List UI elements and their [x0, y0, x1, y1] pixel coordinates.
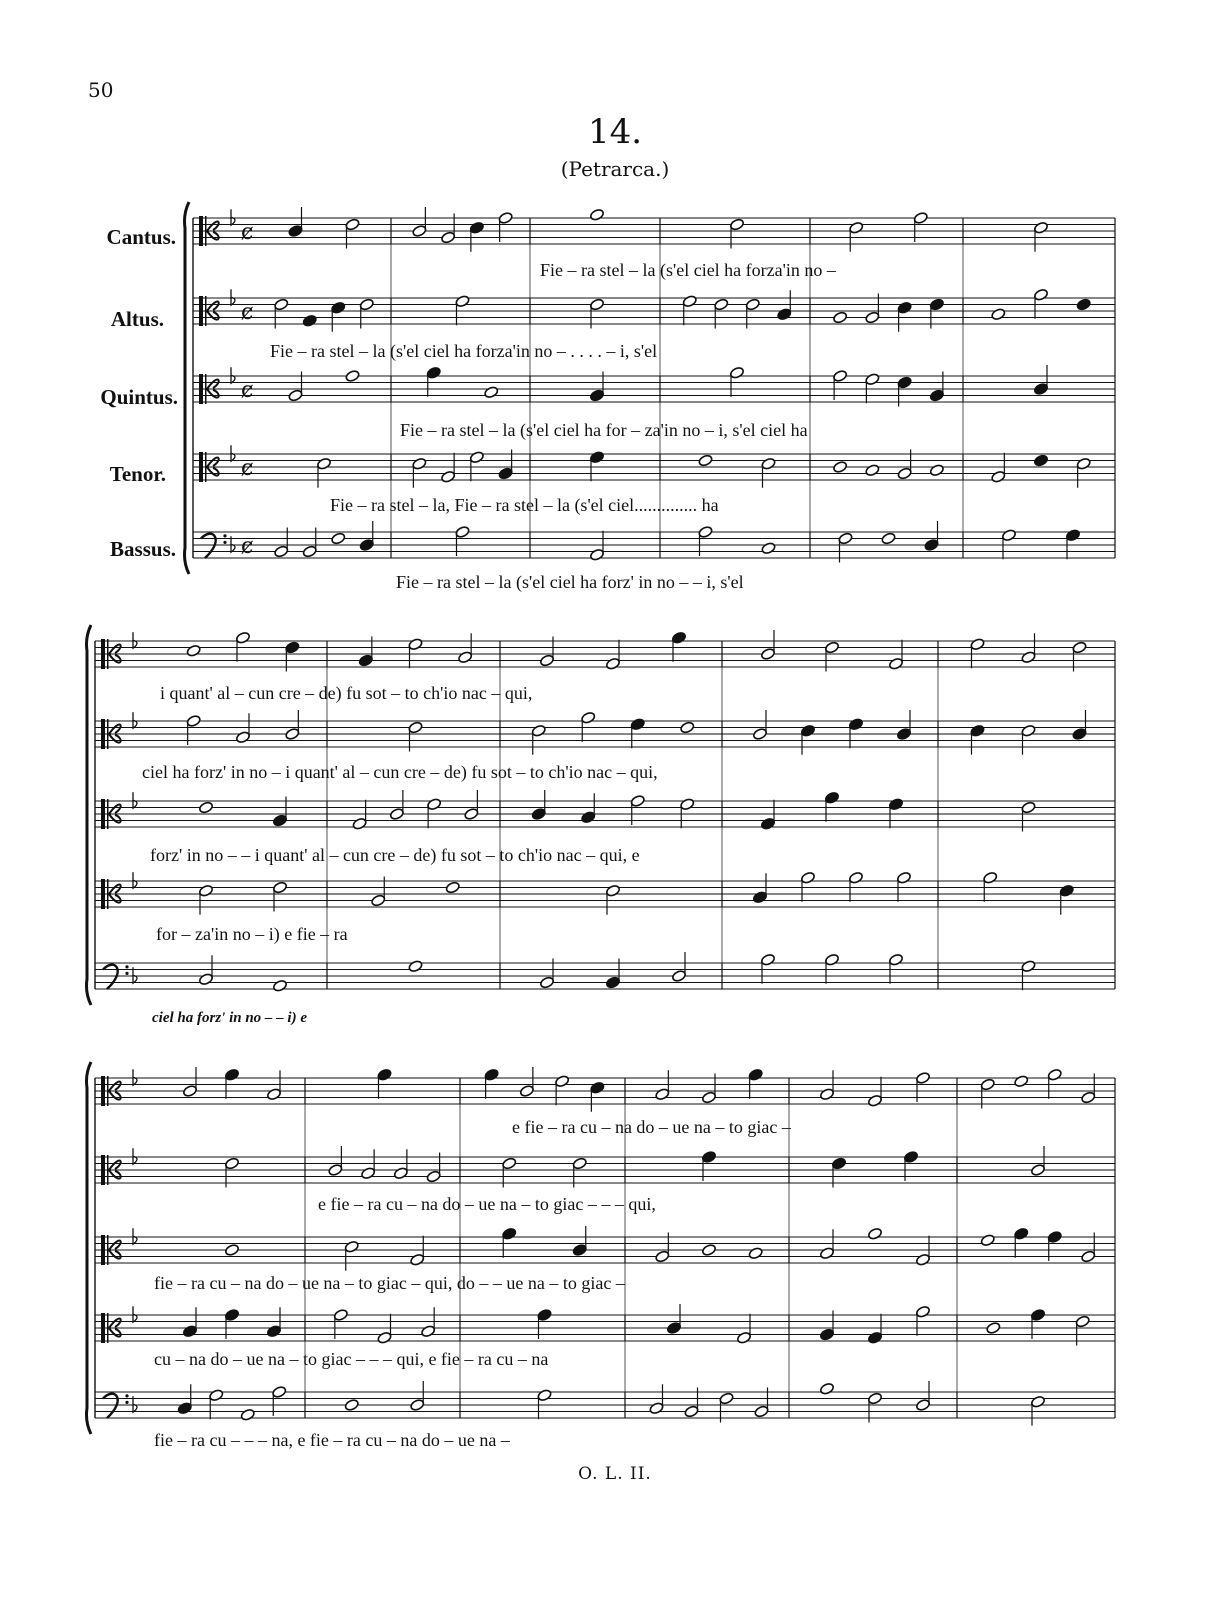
note-head: [1021, 960, 1036, 973]
note-head: [1021, 651, 1036, 664]
note-head: [748, 1247, 763, 1260]
note-head: [1033, 454, 1048, 467]
flat-sign: [231, 289, 235, 305]
note-head: [302, 314, 317, 327]
note-head: [824, 953, 839, 966]
lyrics-s1-cantus: Fie – ra stel – la (s'el ciel ha forza'in no –: [540, 260, 836, 280]
note-head: [198, 973, 213, 986]
flat-sign: [133, 872, 137, 888]
note-head: [389, 807, 404, 820]
note-head: [224, 1308, 239, 1321]
note-head: [272, 1385, 287, 1398]
note-head: [970, 724, 985, 737]
note-head: [915, 1305, 930, 1318]
lyrics-s1-quintus: Fie – ra stel – la (s'el ciel ha for – za'in no – i, s'el ciel ha: [400, 420, 808, 440]
note-head: [896, 727, 911, 740]
note-head: [371, 894, 386, 907]
note-head: [1076, 298, 1091, 311]
note-head: [345, 218, 360, 231]
staff-systems: [87, 202, 1116, 1434]
note-head: [1081, 1091, 1096, 1104]
note-head: [410, 1398, 425, 1411]
c-clef: [199, 374, 203, 404]
note-head: [589, 298, 604, 311]
note-head: [412, 224, 427, 237]
note-head: [913, 211, 928, 224]
note-head: [800, 871, 815, 884]
note-head: [274, 545, 289, 558]
note-head: [531, 724, 546, 737]
c-clef: [107, 1313, 109, 1343]
note-head: [531, 807, 546, 820]
note-head: [752, 727, 767, 740]
note-head: [408, 638, 423, 651]
flat-sign: [231, 367, 235, 383]
note-head: [800, 724, 815, 737]
c-clef: [107, 1155, 109, 1185]
note-head: [752, 891, 767, 904]
note-head: [272, 979, 287, 992]
cut-time-signature: ȼ: [241, 533, 254, 559]
note-head: [464, 807, 479, 820]
note-head: [1030, 1308, 1045, 1321]
note-head: [358, 654, 373, 667]
footer-signature: O. L. II.: [578, 1464, 652, 1484]
note-head: [186, 714, 201, 727]
note-head: [1021, 724, 1036, 737]
note-head: [929, 298, 944, 311]
note-head: [1030, 1163, 1045, 1176]
note-head: [408, 721, 423, 734]
voice-label-quintus: Quintus.: [100, 385, 178, 409]
note-head: [457, 651, 472, 664]
note-head: [896, 871, 911, 884]
note-head: [469, 451, 484, 464]
f-clef: [103, 1394, 118, 1418]
note-head: [426, 798, 441, 811]
note-head: [1081, 1250, 1096, 1263]
flat-sign: [231, 445, 235, 461]
note-head: [266, 1088, 281, 1101]
note-head: [824, 791, 839, 804]
note-head: [537, 1308, 552, 1321]
note-head: [761, 457, 776, 470]
c-clef: [205, 452, 207, 482]
c-clef: [101, 1076, 105, 1106]
note-head: [1047, 1068, 1062, 1081]
note-head: [537, 1389, 552, 1402]
note-head: [991, 308, 1006, 321]
note-head: [331, 532, 346, 545]
note-head: [838, 532, 853, 545]
note-head: [719, 1392, 734, 1405]
note-head: [274, 298, 289, 311]
note-head: [502, 1157, 517, 1170]
flat-sign: [133, 1069, 137, 1085]
note-head: [1033, 221, 1048, 234]
note-head: [832, 369, 847, 382]
note-head: [469, 221, 484, 234]
note-head: [897, 467, 912, 480]
f-clef: [201, 534, 216, 558]
note-head: [915, 1398, 930, 1411]
note-head: [352, 817, 367, 830]
voice-label-tenor: Tenor.: [109, 462, 166, 486]
note-head: [186, 644, 201, 657]
c-clef: [199, 452, 203, 482]
note-head: [498, 467, 513, 480]
f-clef-dot: [223, 534, 226, 537]
note-head: [980, 1234, 995, 1247]
note-head: [316, 457, 331, 470]
lyrics-s2-tenor: for – za'in no – i) e fie – ra: [156, 924, 348, 944]
cut-time-signature: ȼ: [241, 377, 254, 403]
c-clef: [107, 719, 109, 749]
f-clef-dot: [223, 541, 226, 544]
c-clef: [107, 1235, 109, 1265]
note-head: [630, 718, 645, 731]
note-head: [761, 542, 776, 555]
note-head: [344, 1398, 359, 1411]
note-head: [748, 1068, 763, 1081]
note-head: [288, 224, 303, 237]
note-head: [714, 298, 729, 311]
note-head: [605, 976, 620, 989]
note-head: [177, 1402, 192, 1415]
note-head: [302, 545, 317, 558]
c-clef: [107, 1076, 109, 1106]
flat-sign: [133, 1148, 137, 1164]
f-clef-dot: [125, 1401, 128, 1404]
note-head: [745, 298, 760, 311]
note-head: [455, 525, 470, 538]
c-clef: [107, 639, 109, 669]
f-clef-dot: [125, 972, 128, 975]
note-head: [671, 969, 686, 982]
note-head: [240, 1408, 255, 1421]
note-head: [754, 1405, 769, 1418]
f-clef-dot: [125, 965, 128, 968]
note-head: [819, 1247, 834, 1260]
note-head: [983, 871, 998, 884]
note-head: [655, 1088, 670, 1101]
note-head: [224, 1068, 239, 1081]
system-bracket: [87, 625, 92, 1005]
note-head: [1014, 1075, 1029, 1088]
note-head: [285, 727, 300, 740]
note-head: [498, 211, 513, 224]
note-head: [426, 366, 441, 379]
note-head: [924, 538, 939, 551]
note-head: [832, 311, 847, 324]
note-head: [848, 871, 863, 884]
note-head: [572, 1157, 587, 1170]
note-head: [359, 538, 374, 551]
note-head: [1033, 288, 1048, 301]
note-head: [445, 881, 460, 894]
note-head: [426, 1170, 441, 1183]
note-head: [729, 366, 744, 379]
note-head: [590, 1081, 605, 1094]
note-head: [198, 801, 213, 814]
note-head: [701, 1243, 716, 1256]
note-head: [986, 1321, 1001, 1334]
c-clef: [199, 296, 203, 326]
note-head: [589, 548, 604, 561]
note-head: [272, 814, 287, 827]
lyrics-s3-bassus: fie – ra cu – – – na, e fie – ra cu – na do – ue na –: [154, 1430, 510, 1450]
note-head: [1014, 1227, 1029, 1240]
cut-time-signature: ȼ: [241, 299, 254, 325]
note-head: [819, 1328, 834, 1341]
note-head: [684, 1405, 699, 1418]
lyrics-s2-quintus: forz' in no – – i quant' al – cun cre – de) fu sot – to ch'io nac – qui, e: [150, 845, 640, 865]
note-head: [729, 218, 744, 231]
flat-sign: [133, 712, 137, 728]
note-head: [589, 451, 604, 464]
c-clef: [101, 879, 105, 909]
note-head: [539, 654, 554, 667]
note-head: [915, 1253, 930, 1266]
note-head: [897, 376, 912, 389]
note-head: [867, 1331, 882, 1344]
note-head: [929, 464, 944, 477]
system-bracket: [87, 1062, 92, 1434]
note-head: [915, 1071, 930, 1084]
note-head: [455, 295, 470, 308]
note-head: [377, 1331, 392, 1344]
c-clef: [205, 296, 207, 326]
note-head: [288, 389, 303, 402]
note-head: [589, 389, 604, 402]
note-head: [867, 1227, 882, 1240]
note-head: [1065, 529, 1080, 542]
note-head: [1076, 457, 1091, 470]
note-head: [519, 1084, 534, 1097]
voice-label-cantus: Cantus.: [106, 225, 176, 249]
note-head: [867, 1094, 882, 1107]
voice-label-altus: Altus.: [110, 307, 164, 331]
note-head: [1072, 727, 1087, 740]
note-head: [209, 1389, 224, 1402]
note-head: [235, 731, 250, 744]
note-head: [393, 1167, 408, 1180]
c-clef: [101, 1155, 105, 1185]
note-head: [929, 389, 944, 402]
note-head: [865, 373, 880, 386]
note-head: [819, 1382, 834, 1395]
note-head: [539, 976, 554, 989]
note-head: [344, 1240, 359, 1253]
note-head: [285, 641, 300, 654]
note-head: [760, 647, 775, 660]
note-head: [649, 1402, 664, 1415]
note-head: [682, 295, 697, 308]
c-clef: [107, 879, 109, 909]
note-head: [1021, 801, 1036, 814]
flat-sign: [133, 1306, 137, 1322]
note-head: [655, 1250, 670, 1263]
note-head: [980, 1078, 995, 1091]
note-head: [680, 721, 695, 734]
note-head: [1001, 529, 1016, 542]
lyrics-s3-altus: e fie – ra cu – na do – ue na – to giac – – – qui,: [318, 1194, 656, 1214]
note-head: [1075, 1315, 1090, 1328]
note-head: [581, 811, 596, 824]
note-head: [881, 532, 896, 545]
note-head: [333, 1308, 348, 1321]
piece-number: 14.: [587, 112, 643, 152]
note-head: [888, 657, 903, 670]
note-head: [412, 457, 427, 470]
c-clef: [205, 216, 207, 246]
flat-sign: [133, 792, 137, 808]
note-head: [328, 1163, 343, 1176]
note-head: [991, 470, 1006, 483]
note-head: [832, 460, 847, 473]
lyrics-s2-altus: ciel ha forz' in no – i quant' al – cun cre – de) fu sot – to ch'io nac – qui,: [142, 762, 658, 782]
note-head: [1030, 1395, 1045, 1408]
note-head: [671, 631, 686, 644]
note-head: [420, 1325, 435, 1338]
note-head: [360, 1167, 375, 1180]
note-head: [888, 798, 903, 811]
note-head: [359, 298, 374, 311]
f-clef: [103, 965, 118, 989]
lyrics-s1-altus: Fie – ra stel – la (s'el ciel ha forza'in no – . . . . – i, s'el: [270, 341, 658, 361]
flat-sign: [231, 209, 235, 225]
note-head: [440, 470, 455, 483]
note-head: [605, 884, 620, 897]
note-head: [666, 1321, 681, 1334]
note-head: [865, 464, 880, 477]
note-head: [819, 1088, 834, 1101]
cut-time-signature: ȼ: [241, 219, 254, 245]
note-head: [1072, 641, 1087, 654]
lyrics-s1-bassus: Fie – ra stel – la (s'el ciel ha forz' in no – – i, s'el: [396, 572, 744, 592]
note-head: [701, 1091, 716, 1104]
lyrics-s2-bassus: ciel ha forz' in no – – i) e: [152, 1010, 308, 1026]
lyrics-s2-cantus: i quant' al – cun cre – de) fu sot – to ch'io nac – qui,: [160, 683, 533, 703]
note-head: [572, 1243, 587, 1256]
note-head: [760, 953, 775, 966]
c-clef: [107, 799, 109, 829]
note-head: [345, 369, 360, 382]
note-head: [888, 953, 903, 966]
note-head: [831, 1157, 846, 1170]
c-clef: [101, 1313, 105, 1343]
c-clef: [101, 1235, 105, 1265]
c-clef: [101, 719, 105, 749]
voice-label-bassus: Bassus.: [110, 537, 176, 561]
lyrics-s3-quintus: fie – ra cu – na do – ue na – to giac – qui, do – – ue na – to giac –: [154, 1273, 625, 1293]
note-head: [377, 1068, 392, 1081]
note-head: [266, 1325, 281, 1338]
note-head: [182, 1325, 197, 1338]
note-head: [224, 1243, 239, 1256]
note-head: [1033, 382, 1048, 395]
note-head: [698, 525, 713, 538]
f-clef-dot: [125, 1394, 128, 1397]
page-number: 50: [88, 78, 114, 102]
note-head: [680, 798, 695, 811]
note-head: [848, 718, 863, 731]
lyrics-s1-tenor: Fie – ra stel – la, Fie – ra stel – la (s'el ciel.............. ha: [330, 495, 719, 515]
lyrics-s3-tenor: cu – na do – ue na – to giac – – – qui, e fie – ra cu – na: [154, 1349, 549, 1369]
note-head: [630, 794, 645, 807]
cut-time-signature: ȼ: [241, 455, 254, 481]
c-clef: [199, 216, 203, 246]
flat-sign: [133, 632, 137, 648]
note-head: [235, 631, 250, 644]
note-head: [484, 386, 499, 399]
note-head: [408, 960, 423, 973]
note-head: [1047, 1230, 1062, 1243]
note-head: [272, 881, 287, 894]
note-head: [867, 1392, 882, 1405]
note-head: [605, 657, 620, 670]
note-head: [865, 311, 880, 324]
note-head: [331, 301, 346, 314]
note-head: [589, 208, 604, 221]
note-head: [701, 1150, 716, 1163]
note-head: [484, 1068, 499, 1081]
c-clef: [205, 374, 207, 404]
lyrics-s3-cantus: e fie – ra cu – na do – ue na – to giac –: [512, 1117, 791, 1137]
note-head: [410, 1253, 425, 1266]
note-head: [777, 308, 792, 321]
note-head: [198, 884, 213, 897]
note-head: [224, 1157, 239, 1170]
note-head: [849, 221, 864, 234]
note-head: [970, 638, 985, 651]
attribution: (Petrarca.): [560, 157, 670, 181]
flat-sign: [133, 1228, 137, 1244]
note-head: [1059, 884, 1074, 897]
note-head: [760, 817, 775, 830]
note-head: [903, 1150, 918, 1163]
note-head: [440, 231, 455, 244]
note-head: [698, 454, 713, 467]
note-head: [581, 711, 596, 724]
note-head: [182, 1084, 197, 1097]
note-head: [824, 641, 839, 654]
system-bracket: [185, 202, 190, 574]
note-head: [736, 1331, 751, 1344]
note-head: [897, 301, 912, 314]
note-head: [502, 1227, 517, 1240]
note-head: [554, 1075, 569, 1088]
c-clef: [101, 799, 105, 829]
c-clef: [101, 639, 105, 669]
